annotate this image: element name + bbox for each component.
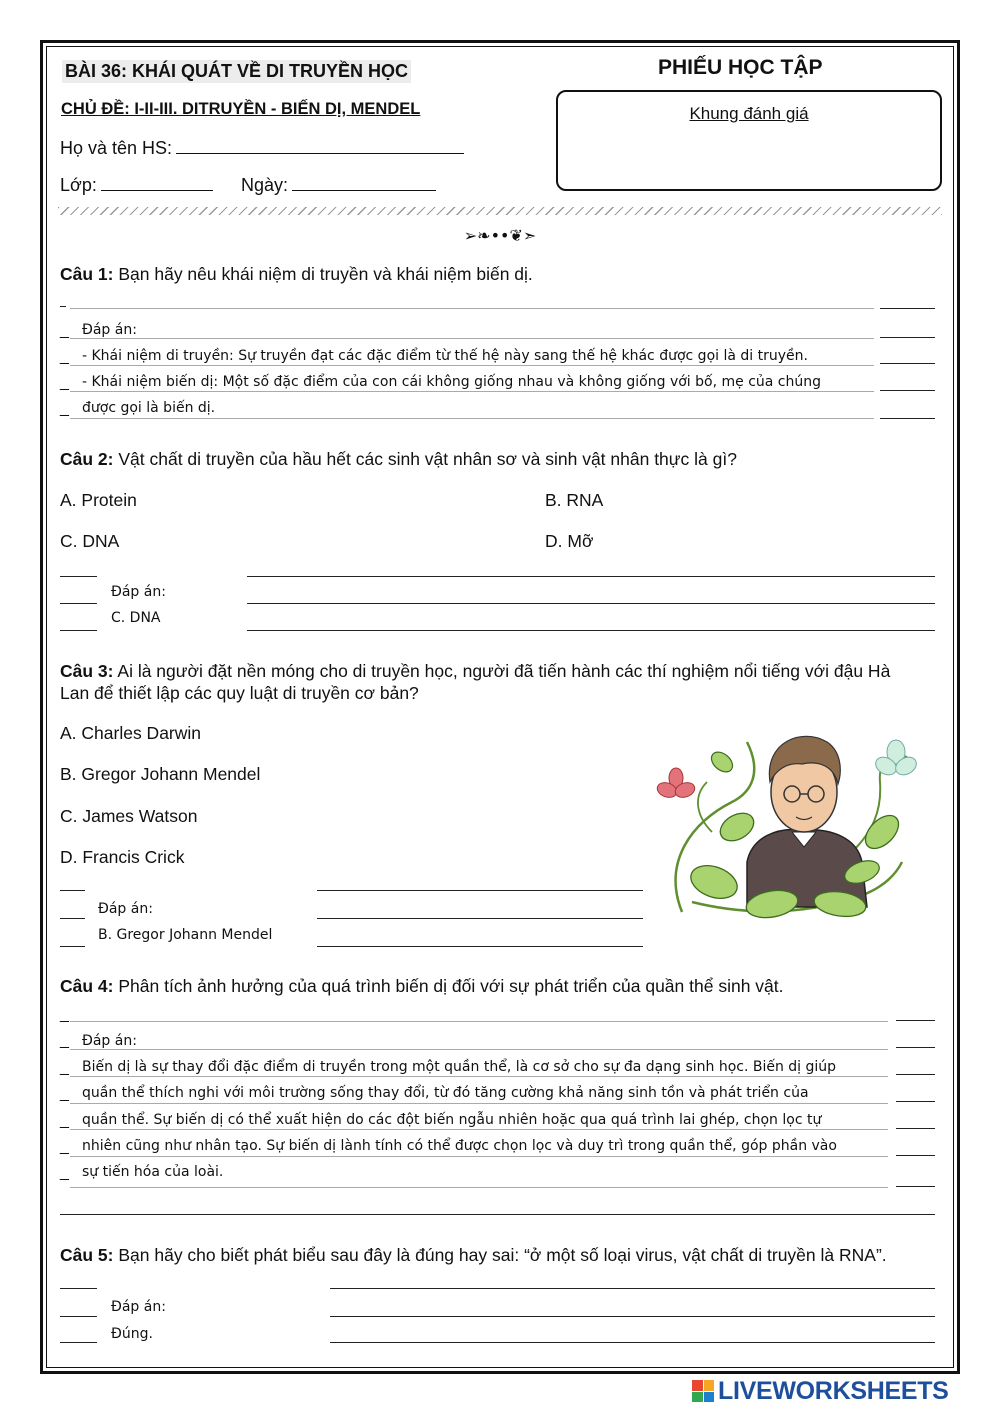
question-3-number: Câu 3: (60, 661, 114, 681)
question-1-answer-line-3: được gọi là biến dị. (82, 400, 216, 416)
answer-line (70, 1187, 888, 1188)
question-4-number: Câu 4: (60, 976, 114, 996)
answer-line (70, 1021, 888, 1022)
topic-heading: CHỦ ĐỀ: I-II-III. DITRUYỀN - BIẾN DỊ, MENDEL (61, 100, 421, 118)
evaluation-box (556, 90, 942, 191)
question-5-answer: Đúng. (111, 1326, 153, 1342)
answer-line (70, 1156, 888, 1157)
answer-line (70, 418, 874, 419)
answer-line (896, 1128, 935, 1129)
answer-line (60, 918, 85, 919)
question-2-number: Câu 2: (60, 449, 114, 469)
question-3-answer: B. Gregor Johann Mendel (98, 927, 273, 943)
question-4-answer-line-4: nhiên cũng như nhân tạo. Sự biến dị lành tính có thể được chọn lọc và duy trì trong quần thể, góp phần vào (82, 1138, 837, 1154)
answer-line (880, 308, 935, 309)
question-4-text: Phân tích ảnh hưởng của quá trình biến dị đối với sự phát triển của quần thể sinh vật. (118, 976, 784, 996)
answer-line (70, 1103, 888, 1104)
line-marker: _ (60, 1032, 69, 1049)
answer-line (60, 946, 85, 947)
answer-line (880, 363, 935, 364)
answer-line (896, 1020, 935, 1021)
answer-line (247, 630, 935, 631)
question-3-option-b[interactable]: B. Gregor Johann Mendel (60, 764, 261, 784)
mendel-portrait-illustration (652, 712, 922, 932)
date-input[interactable] (292, 173, 436, 191)
answer-line (60, 603, 97, 604)
answer-line (70, 1049, 888, 1050)
answer-line (896, 1074, 935, 1075)
answer-line (247, 576, 935, 577)
question-1-answer-label: Đáp án: (82, 322, 137, 338)
question-2-answer-label: Đáp án: (111, 584, 166, 600)
date-label: Ngày: (241, 175, 289, 195)
brand-name: LIVEWORKSHEETS (718, 1376, 949, 1405)
question-2 (60, 448, 737, 470)
question-3-option-d[interactable]: D. Francis Crick (60, 847, 185, 867)
question-3 (60, 660, 890, 682)
student-name-field (60, 136, 464, 159)
line-marker: _ (60, 1164, 69, 1181)
question-4-answer-line-1: Biến dị là sự thay đổi đặc điểm di truyền trong một quần thể, là cơ sở cho sự đa dạng sinh học. Biến dị giúp (82, 1059, 837, 1075)
question-5-number: Câu 5: (60, 1245, 114, 1265)
dotted-divider (58, 207, 942, 215)
question-4-answer-label: Đáp án: (82, 1033, 137, 1049)
answer-line (330, 1288, 935, 1289)
answer-line (880, 337, 935, 338)
question-1-answer-line-2: - Khái niệm biến dị: Một số đặc điểm của con cái không giống nhau và không giống với bố, mẹ của chúng (82, 374, 822, 390)
class-field (60, 173, 213, 196)
question-1-answer-line-1: - Khái niệm di truyền: Sự truyền đạt các đặc điểm từ thế hệ này sang thế hệ khác được gọi là di truyền. (82, 348, 808, 364)
class-label: Lớp: (60, 175, 97, 195)
answer-line (60, 1342, 97, 1343)
line-marker: _ (60, 1059, 69, 1076)
question-5-text: Bạn hãy cho biết phát biểu sau đây là đúng hay sai: “ở một số loại virus, vật chất di truyền là RNA”. (118, 1245, 887, 1265)
answer-line (247, 603, 935, 604)
answer-line (317, 890, 643, 891)
answer-line (60, 1288, 97, 1289)
answer-line (70, 1129, 888, 1130)
line-marker: _ (60, 322, 69, 339)
question-4-answer-line-5: sự tiến hóa của loài. (82, 1164, 224, 1180)
question-1-text: Bạn hãy nêu khái niệm di truyền và khái niệm biến dị. (118, 264, 533, 284)
answer-line (330, 1342, 935, 1343)
question-1-number: Câu 1: (60, 264, 114, 284)
question-5 (60, 1244, 887, 1266)
question-4-answer-line-2: quần thể thích nghi với môi trường sống thay đổi, từ đó tăng cường khả năng sinh tồn và phát triển của (82, 1085, 809, 1101)
question-3-text-line-2: Lan để thiết lập các quy luật di truyền cơ bản? (60, 683, 419, 703)
question-3-option-c[interactable]: C. James Watson (60, 806, 198, 826)
answer-line (60, 890, 85, 891)
answer-line (896, 1155, 935, 1156)
liveworksheets-logo-icon (692, 1380, 714, 1402)
answer-line (880, 418, 935, 419)
line-marker: _ (60, 348, 69, 365)
question-2-option-a[interactable]: A. Protein (60, 490, 137, 510)
answer-line (896, 1101, 935, 1102)
ornament-divider: ➢❧••❦➣ (463, 226, 537, 245)
answer-line (60, 1214, 935, 1215)
answer-line (317, 918, 643, 919)
student-name-label: Họ và tên HS: (60, 138, 173, 158)
question-3-text-line-1: Ai là người đặt nền móng cho di truyền học, người đã tiến hành các thí nghiệm nổi tiếng với đậu Hà (117, 661, 891, 681)
line-marker: _ (60, 1112, 69, 1129)
answer-line (60, 1316, 97, 1317)
question-2-answer: C. DNA (111, 610, 161, 626)
question-4-answer-line-3: quần thể. Sự biến dị có thể xuất hiện do các đột biến ngẫu nhiên hoặc qua quá trình lai ghép, chọn lọc tự (82, 1112, 822, 1128)
answer-line (70, 308, 874, 309)
answer-line (70, 338, 874, 339)
question-2-option-c[interactable]: C. DNA (60, 531, 120, 551)
line-marker: _ (60, 374, 69, 391)
line-marker: _ (60, 400, 69, 417)
question-3-option-a[interactable]: A. Charles Darwin (60, 723, 202, 743)
answer-line (880, 390, 935, 391)
line-marker: _ (60, 1006, 69, 1023)
answer-line (70, 391, 874, 392)
date-field (241, 173, 436, 196)
question-2-option-b[interactable]: B. RNA (545, 490, 604, 510)
line-marker: _ (60, 1138, 69, 1155)
answer-line (896, 1047, 935, 1048)
answer-line (70, 365, 874, 366)
question-3-answer-label: Đáp án: (98, 901, 153, 917)
question-2-option-d[interactable]: D. Mỡ (545, 531, 594, 551)
lesson-title: BÀI 36: KHÁI QUÁT VỀ DI TRUYỀN HỌC (62, 60, 411, 83)
answer-line (317, 946, 643, 947)
answer-line (896, 1186, 935, 1187)
sheet-title: PHIẾU HỌC TẬP (658, 56, 823, 79)
answer-line (60, 306, 66, 307)
question-1 (60, 263, 533, 285)
answer-line (70, 1076, 888, 1077)
question-4 (60, 975, 784, 997)
question-5-answer-label: Đáp án: (111, 1299, 166, 1315)
line-marker: _ (60, 1085, 69, 1102)
class-input[interactable] (101, 173, 213, 191)
answer-line (60, 630, 97, 631)
student-name-input[interactable] (176, 136, 464, 154)
answer-line (330, 1316, 935, 1317)
liveworksheets-brand[interactable] (692, 1378, 949, 1404)
question-2-text: Vật chất di truyền của hầu hết các sinh vật nhân sơ và sinh vật nhân thực là gì? (118, 449, 737, 469)
answer-line (60, 576, 97, 577)
evaluation-label: Khung đánh giá (689, 104, 809, 123)
